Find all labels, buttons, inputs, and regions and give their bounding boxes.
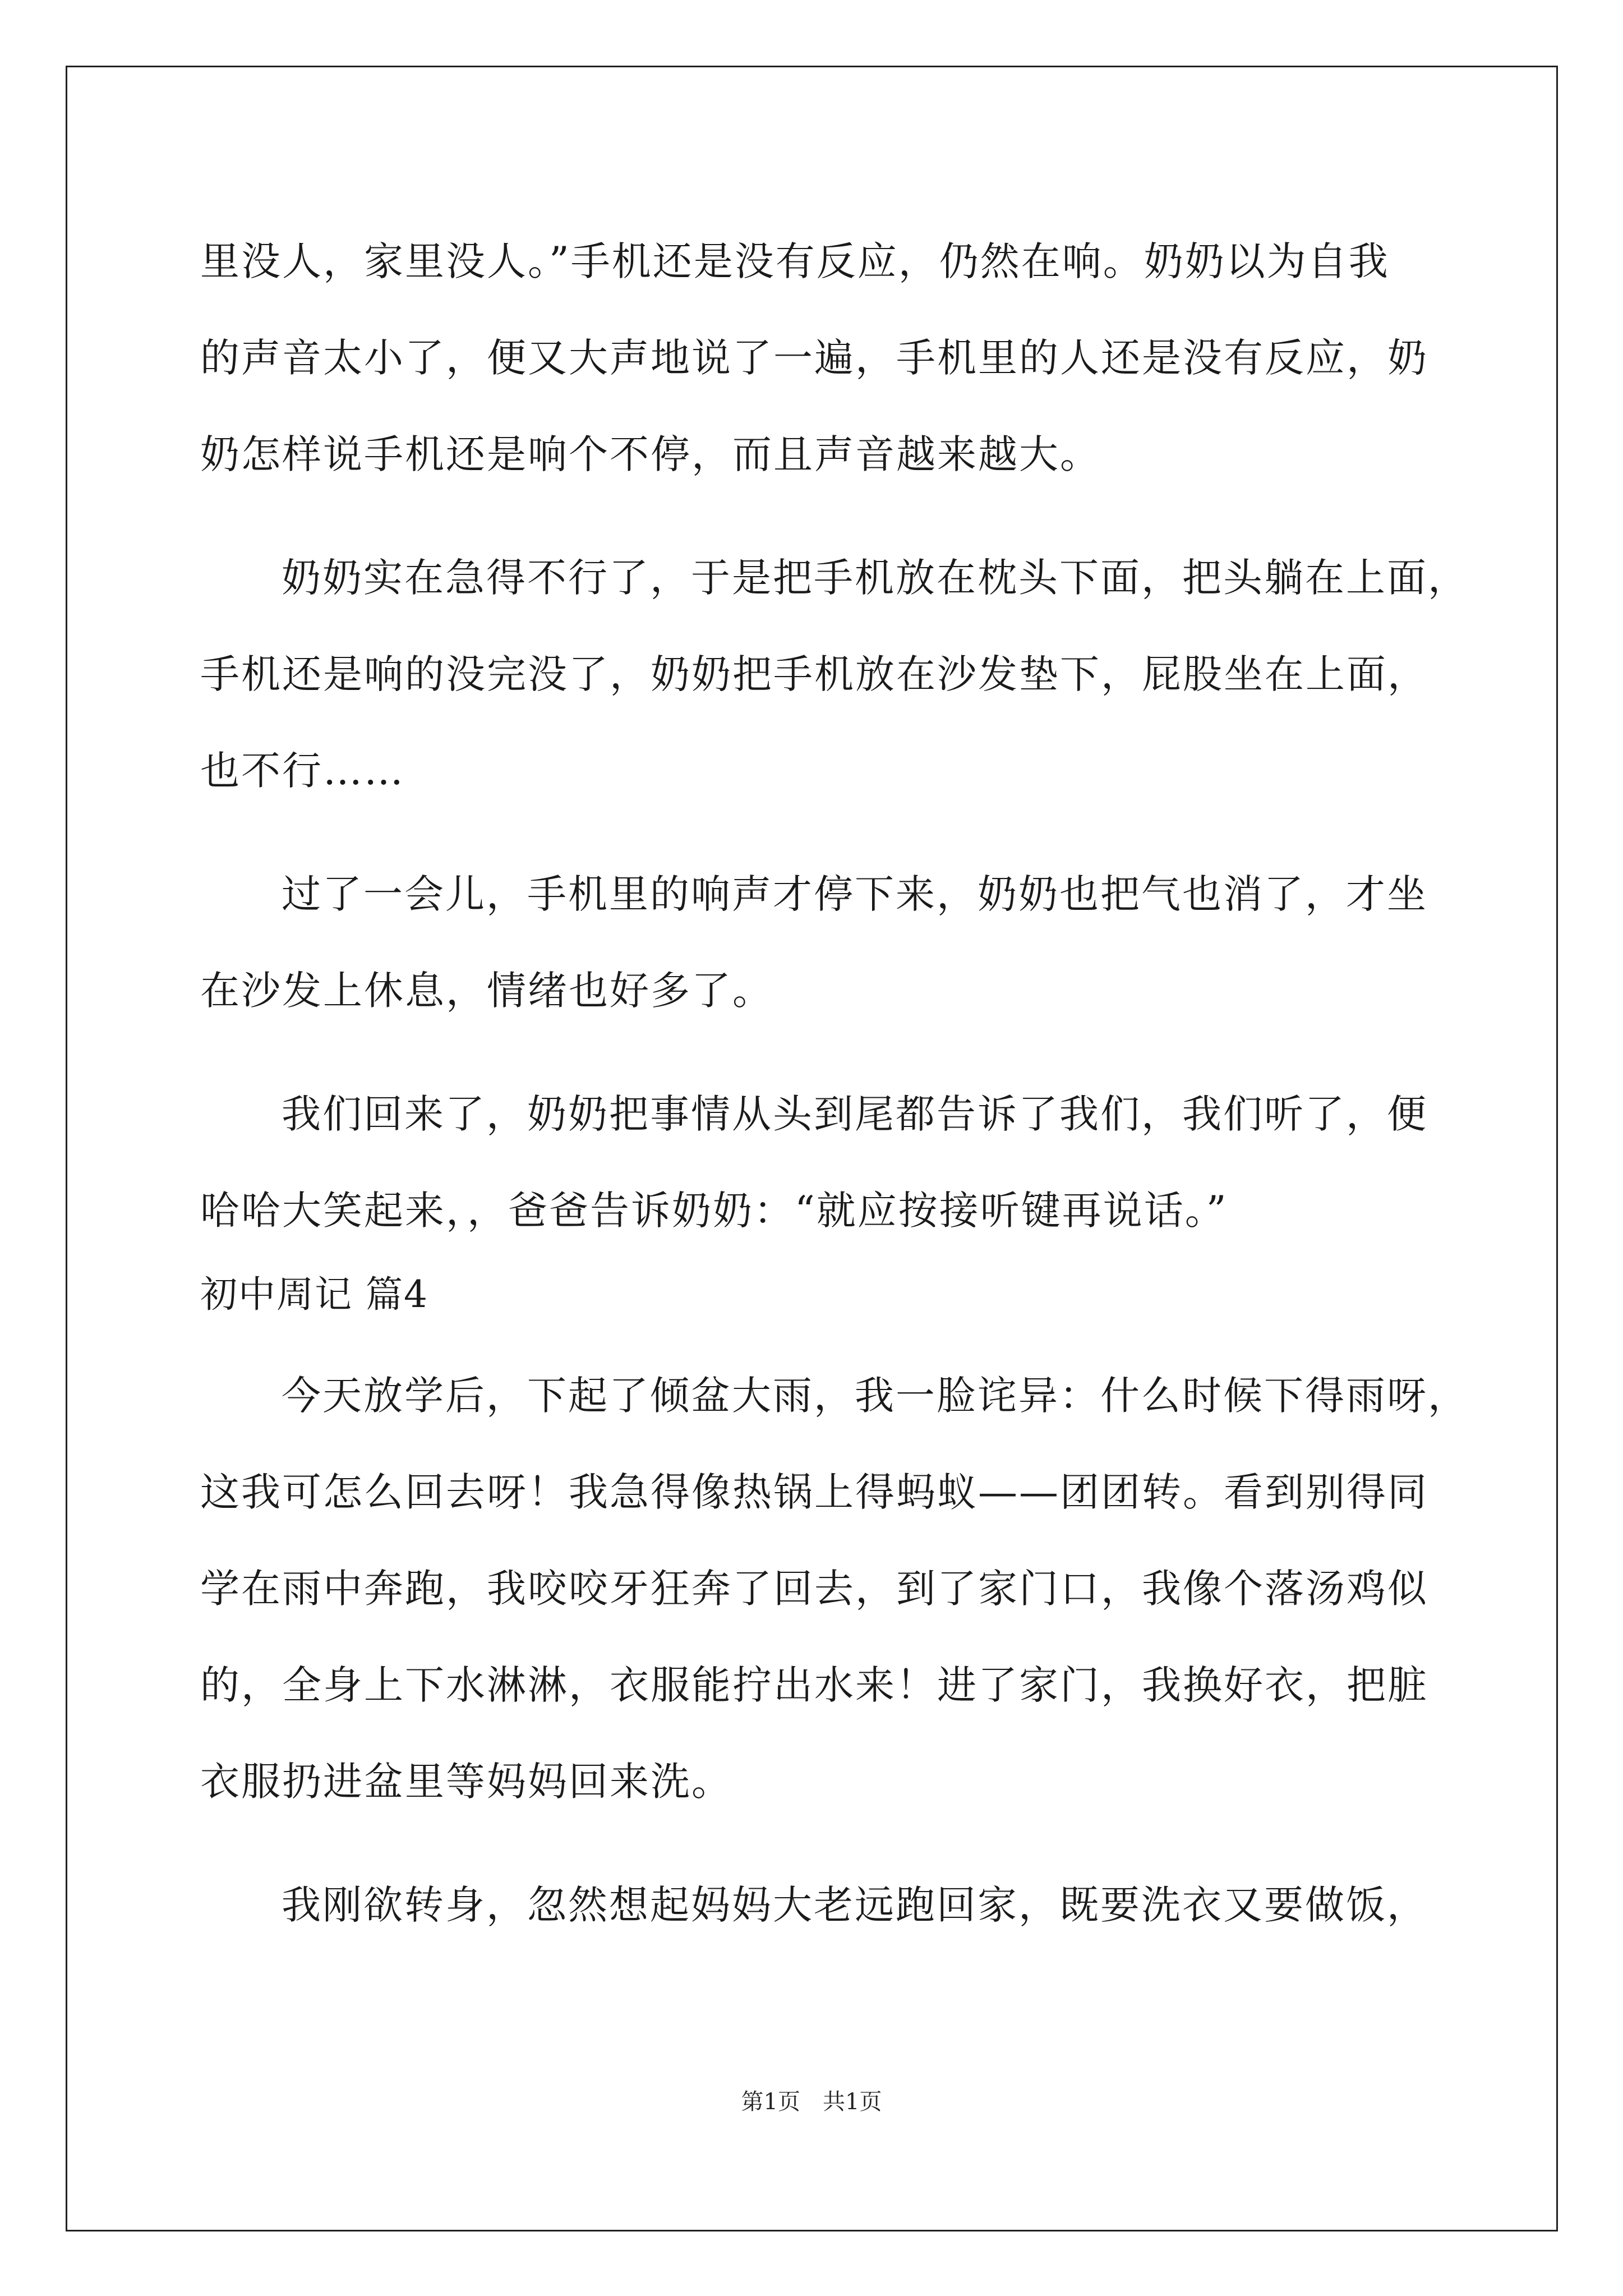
paragraph <box>200 1066 1434 1259</box>
text-line: 学在雨中奔跑，我咬咬牙狂奔了回去，到了家门口，我像个落汤鸡似 <box>200 1566 1428 1612</box>
text-line: 我刚欲转身，忽然想起妈妈大老远跑回家，既要洗衣又要做饭， <box>282 1882 1428 1928</box>
paragraph <box>200 213 1434 503</box>
text-line: 衣服扔进盆里等妈妈回来洗。 <box>200 1759 732 1805</box>
text-line: 的声音太小了，便又大声地说了一遍，手机里的人还是没有反应，奶 <box>200 335 1428 381</box>
paragraph <box>200 846 1434 1039</box>
text-line: 哈哈大笑起来，，爸爸告诉奶奶：“就应按接听键再说话。” <box>200 1188 1228 1234</box>
section-heading: 初中周记 篇4 <box>200 1273 428 1316</box>
paragraph <box>200 1347 1469 1830</box>
text-line: 我们回来了，奶奶把事情从头到尾都告诉了我们，我们听了，便 <box>282 1091 1428 1137</box>
text-line: 里没人，家里没人。”手机还是没有反应，仍然在响。奶奶以为自我 <box>200 238 1390 284</box>
text-line: 的，全身上下水淋淋，衣服能拧出水来！进了家门，我换好衣，把脏 <box>200 1662 1428 1708</box>
page-footer: 第1页 共1页 <box>741 2089 882 2115</box>
paragraph <box>200 530 1469 819</box>
text-line: 手机还是响的没完没了，奶奶把手机放在沙发垫下，屁股坐在上面， <box>200 651 1428 697</box>
text-line: 奶奶实在急得不行了，于是把手机放在枕头下面，把头躺在上面， <box>282 555 1469 601</box>
text-line: 也不行…… <box>200 748 405 794</box>
paragraph <box>200 1857 1434 1953</box>
text-line: 过了一会儿，手机里的响声才停下来，奶奶也把气也消了，才坐 <box>282 871 1428 917</box>
text-line: 在沙发上休息，情绪也好多了。 <box>200 968 773 1014</box>
text-line: 奶怎样说手机还是响个不停，而且声音越来越大。 <box>200 431 1101 477</box>
document-body <box>200 213 1469 1953</box>
text-line: 今天放学后，下起了倾盆大雨，我一脸诧异：什么时候下得雨呀， <box>282 1373 1469 1419</box>
text-line: 这我可怎么回去呀！我急得像热锅上得蚂蚁——团团转。看到别得同 <box>200 1469 1428 1515</box>
